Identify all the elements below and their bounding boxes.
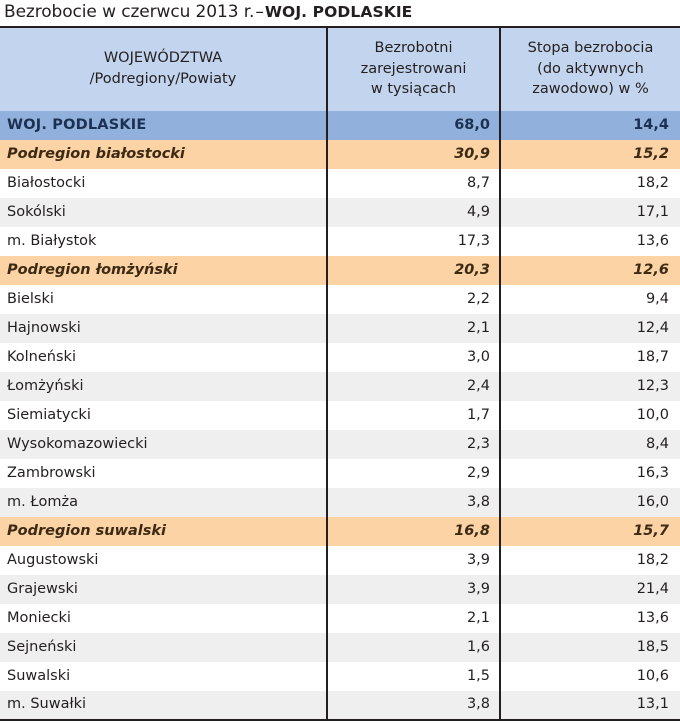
table-row (0, 343, 680, 372)
cell-unemployed-count: 68,0 (327, 111, 500, 140)
cell-unemployed-count: 2,1 (327, 604, 500, 633)
cell-unemployment-rate: 16,3 (500, 459, 680, 488)
cell-area-name: m. Suwałki (0, 691, 327, 720)
column-header-rate-line2: (do aktywnych (537, 60, 644, 77)
cell-unemployment-rate: 18,2 (500, 169, 680, 198)
table-row (0, 604, 680, 633)
cell-unemployment-rate: 21,4 (500, 575, 680, 604)
table-row (0, 314, 680, 343)
cell-unemployed-count: 3,0 (327, 343, 500, 372)
table-row (0, 575, 680, 604)
cell-unemployed-count: 2,2 (327, 285, 500, 314)
cell-unemployment-rate: 13,1 (500, 691, 680, 720)
cell-area-name: Augustowski (0, 546, 327, 575)
cell-unemployment-rate: 12,6 (500, 256, 680, 285)
cell-unemployed-count: 4,9 (327, 198, 500, 227)
table-row (0, 140, 680, 169)
unemployment-table (0, 26, 680, 721)
cell-area-name: WOJ. PODLASKIE (0, 111, 327, 140)
table-row (0, 256, 680, 285)
page-title-main: Bezrobocie w czerwcu 2013 r. (4, 2, 255, 22)
cell-unemployment-rate: 18,2 (500, 546, 680, 575)
column-header-unemployed-line2: zarejestrowani (360, 60, 467, 77)
cell-area-name: Hajnowski (0, 314, 327, 343)
cell-unemployed-count: 3,9 (327, 546, 500, 575)
cell-unemployed-count: 2,9 (327, 459, 500, 488)
cell-unemployment-rate: 14,4 (500, 111, 680, 140)
cell-area-name: Sejneński (0, 633, 327, 662)
cell-area-name: Zambrowski (0, 459, 327, 488)
cell-unemployment-rate: 18,7 (500, 343, 680, 372)
table-row (0, 227, 680, 256)
cell-area-name: Białostocki (0, 169, 327, 198)
cell-unemployed-count: 30,9 (327, 140, 500, 169)
cell-area-name: Bielski (0, 285, 327, 314)
cell-unemployed-count: 16,8 (327, 517, 500, 546)
cell-unemployed-count: 8,7 (327, 169, 500, 198)
cell-unemployed-count: 1,6 (327, 633, 500, 662)
cell-unemployment-rate: 17,1 (500, 198, 680, 227)
cell-unemployment-rate: 16,0 (500, 488, 680, 517)
cell-unemployed-count: 2,1 (327, 314, 500, 343)
cell-unemployed-count: 3,8 (327, 691, 500, 720)
cell-unemployment-rate: 18,5 (500, 633, 680, 662)
page-title (0, 0, 680, 26)
table-row (0, 488, 680, 517)
cell-unemployed-count: 3,8 (327, 488, 500, 517)
cell-unemployed-count: 3,9 (327, 575, 500, 604)
cell-unemployed-count: 17,3 (327, 227, 500, 256)
column-header-area-line1: WOJEWÓDZTWA (103, 50, 223, 67)
column-header-unemployed (327, 27, 500, 111)
table-header (0, 27, 680, 111)
column-header-rate (500, 27, 680, 111)
cell-unemployment-rate: 10,6 (500, 662, 680, 691)
cell-area-name: Suwalski (0, 662, 327, 691)
table-row (0, 430, 680, 459)
cell-unemployment-rate: 13,6 (500, 227, 680, 256)
cell-unemployed-count: 20,3 (327, 256, 500, 285)
cell-area-name: Podregion suwalski (0, 517, 327, 546)
cell-unemployment-rate: 15,2 (500, 140, 680, 169)
cell-area-name: Podregion łomżyński (0, 256, 327, 285)
cell-unemployed-count: 1,5 (327, 662, 500, 691)
table-row (0, 169, 680, 198)
cell-unemployment-rate: 8,4 (500, 430, 680, 459)
page-title-dash: – (255, 2, 264, 22)
cell-area-name: Sokólski (0, 198, 327, 227)
column-header-rate-line1: Stopa bezrobocia (527, 40, 654, 57)
table-row (0, 285, 680, 314)
cell-area-name: Łomżyński (0, 372, 327, 401)
table-body (0, 111, 680, 720)
cell-area-name: Moniecki (0, 604, 327, 633)
cell-unemployment-rate: 15,7 (500, 517, 680, 546)
cell-unemployment-rate: 9,4 (500, 285, 680, 314)
column-header-unemployed-line3: w tysiącach (370, 81, 457, 98)
cell-area-name: Grajewski (0, 575, 327, 604)
table-row (0, 546, 680, 575)
cell-unemployed-count: 1,7 (327, 401, 500, 430)
table-row (0, 372, 680, 401)
cell-area-name: m. Białystok (0, 227, 327, 256)
table-row (0, 662, 680, 691)
cell-unemployed-count: 2,3 (327, 430, 500, 459)
column-header-rate-line3: zawodowo) w % (532, 81, 649, 98)
cell-area-name: Siemiatycki (0, 401, 327, 430)
column-header-area-line2: /Podregiony/Powiaty (89, 71, 237, 87)
table-row (0, 401, 680, 430)
cell-area-name: Kolneński (0, 343, 327, 372)
cell-unemployment-rate: 10,0 (500, 401, 680, 430)
table-row (0, 517, 680, 546)
cell-unemployed-count: 2,4 (327, 372, 500, 401)
table-row (0, 633, 680, 662)
cell-area-name: m. Łomża (0, 488, 327, 517)
header-row (0, 27, 680, 111)
cell-unemployment-rate: 12,4 (500, 314, 680, 343)
cell-area-name: Wysokomazowiecki (0, 430, 327, 459)
cell-area-name: Podregion białostocki (0, 140, 327, 169)
table-row (0, 111, 680, 140)
table-row (0, 691, 680, 720)
column-header-area (0, 27, 327, 111)
cell-unemployment-rate: 13,6 (500, 604, 680, 633)
column-header-unemployed-line1: Bezrobotni (374, 40, 453, 57)
table-row (0, 198, 680, 227)
cell-unemployment-rate: 12,3 (500, 372, 680, 401)
page-title-region: WOJ. PODLASKIE (264, 3, 413, 21)
table-row (0, 459, 680, 488)
